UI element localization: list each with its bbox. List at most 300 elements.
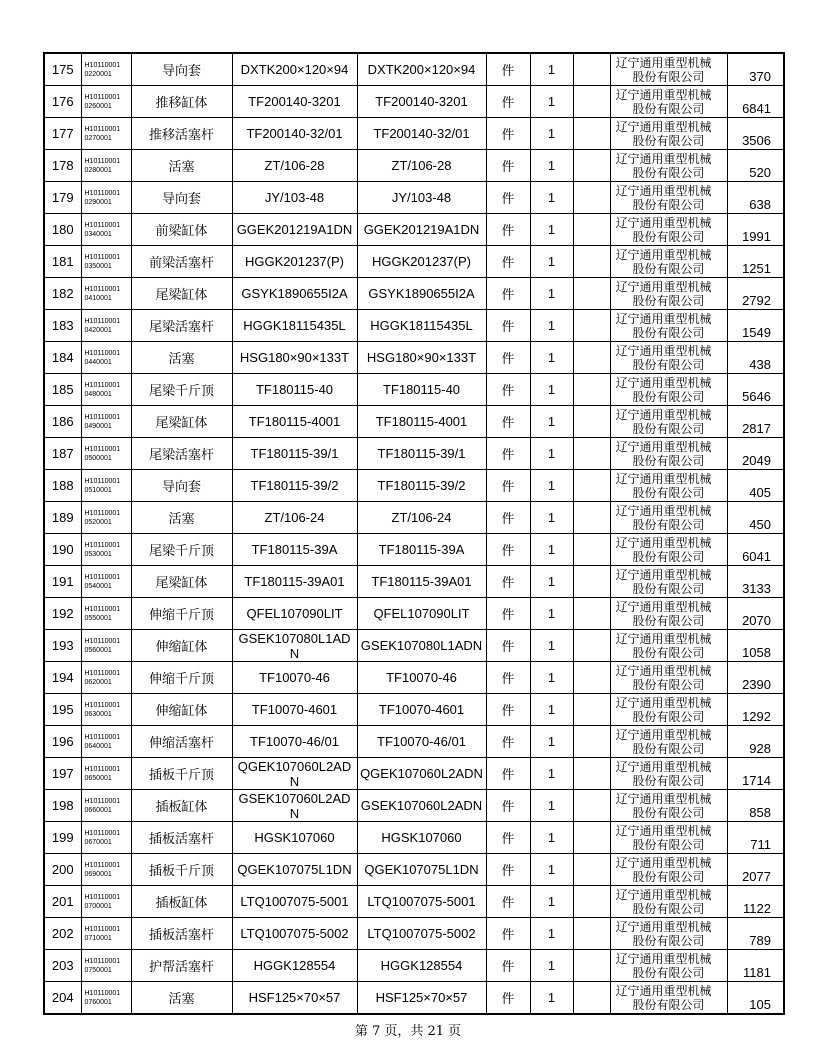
part-spec: LTQ1007075-5002: [357, 918, 486, 950]
row-number: 180: [44, 214, 81, 246]
unit: 件: [486, 502, 530, 534]
part-model: TF10070-46: [232, 662, 357, 694]
material-code: [81, 470, 131, 502]
unit: 件: [486, 886, 530, 918]
blank-cell: [573, 406, 610, 438]
part-spec: GSYK1890655I2A: [357, 278, 486, 310]
part-model: DXTK200×120×94: [232, 53, 357, 86]
part-spec: TF180115-40: [357, 374, 486, 406]
manufacturer-line1: 辽宁通用重型机械: [615, 439, 712, 454]
blank-cell: [573, 438, 610, 470]
unit-price: 928: [727, 726, 784, 758]
manufacturer-line2: 股份有限公司: [632, 389, 705, 404]
quantity: 1: [530, 438, 573, 470]
material-code-line2: 0620001: [84, 678, 112, 686]
manufacturer-line1: 辽宁通用重型机械: [615, 279, 712, 294]
part-spec: HGGK128554: [357, 950, 486, 982]
part-model: HSF125×70×57: [232, 982, 357, 1015]
table-row: [44, 470, 784, 502]
material-code-line2: 0520001: [84, 518, 112, 526]
part-model: GGEK201219A1DN: [232, 214, 357, 246]
table-row: [44, 150, 784, 182]
unit-price: 6041: [727, 534, 784, 566]
part-spec: QGEK107060L2ADN: [357, 758, 486, 790]
row-number: 196: [44, 726, 81, 758]
quantity: 1: [530, 790, 573, 822]
material-code-line1: H10110001: [84, 221, 121, 229]
unit: 件: [486, 118, 530, 150]
manufacturer-line1: 辽宁通用重型机械: [615, 247, 712, 262]
manufacturer: [610, 534, 727, 566]
part-name: 伸缩缸体: [131, 694, 232, 726]
manufacturer: [610, 854, 727, 886]
part-model: HGGK201237(P): [232, 246, 357, 278]
row-number: 200: [44, 854, 81, 886]
manufacturer: [610, 950, 727, 982]
manufacturer-line1: 辽宁通用重型机械: [615, 855, 712, 870]
manufacturer: [610, 822, 727, 854]
manufacturer: [610, 278, 727, 310]
unit-price: 3133: [727, 566, 784, 598]
part-spec: TF200140-32/01: [357, 118, 486, 150]
quantity: 1: [530, 502, 573, 534]
unit: 件: [486, 598, 530, 630]
row-number: 176: [44, 86, 81, 118]
quantity: 1: [530, 630, 573, 662]
part-name: 插板活塞杆: [131, 918, 232, 950]
material-code-line1: H10110001: [84, 157, 121, 165]
part-model: HSG180×90×133T: [232, 342, 357, 374]
manufacturer-line1: 辽宁通用重型机械: [615, 887, 712, 902]
material-code-line1: H10110001: [84, 509, 121, 517]
part-name: 插板千斤顶: [131, 854, 232, 886]
manufacturer: [610, 566, 727, 598]
material-code-line2: 0550001: [84, 614, 112, 622]
part-model: TF10070-46/01: [232, 726, 357, 758]
part-name: 活塞: [131, 982, 232, 1015]
material-code-line2: 0440001: [84, 358, 112, 366]
material-code-line1: H10110001: [84, 957, 121, 965]
row-number: 178: [44, 150, 81, 182]
unit-price: 1058: [727, 630, 784, 662]
material-code-line1: H10110001: [84, 701, 121, 709]
manufacturer: [610, 86, 727, 118]
unit-price: 405: [727, 470, 784, 502]
material-code: [81, 534, 131, 566]
quantity: 1: [530, 214, 573, 246]
unit: 件: [486, 182, 530, 214]
quantity: 1: [530, 310, 573, 342]
material-code: [81, 726, 131, 758]
table-row: [44, 726, 784, 758]
part-model: HGGK128554: [232, 950, 357, 982]
blank-cell: [573, 214, 610, 246]
manufacturer-line2: 股份有限公司: [632, 805, 705, 820]
manufacturer-line2: 股份有限公司: [632, 741, 705, 756]
table-row: [44, 598, 784, 630]
quantity: 1: [530, 406, 573, 438]
material-code-line1: H10110001: [84, 413, 121, 421]
unit: 件: [486, 662, 530, 694]
material-code-line2: 0670001: [84, 838, 112, 846]
part-spec: HSG180×90×133T: [357, 342, 486, 374]
part-name: 伸缩千斤顶: [131, 598, 232, 630]
quantity: 1: [530, 726, 573, 758]
manufacturer-line1: 辽宁通用重型机械: [615, 759, 712, 774]
part-spec: ZT/106-24: [357, 502, 486, 534]
unit-price: 2390: [727, 662, 784, 694]
part-spec: TF10070-4601: [357, 694, 486, 726]
unit: 件: [486, 726, 530, 758]
manufacturer-line2: 股份有限公司: [632, 549, 705, 564]
manufacturer-line2: 股份有限公司: [632, 197, 705, 212]
part-spec: QGEK107075L1DN: [357, 854, 486, 886]
unit: 件: [486, 53, 530, 86]
part-name: 插板活塞杆: [131, 822, 232, 854]
blank-cell: [573, 246, 610, 278]
quantity: 1: [530, 86, 573, 118]
table-row: [44, 214, 784, 246]
unit: 件: [486, 694, 530, 726]
unit-price: 1991: [727, 214, 784, 246]
manufacturer-line1: 辽宁通用重型机械: [615, 471, 712, 486]
manufacturer: [610, 726, 727, 758]
blank-cell: [573, 598, 610, 630]
row-number: 204: [44, 982, 81, 1015]
unit: 件: [486, 790, 530, 822]
material-code: [81, 502, 131, 534]
quantity: 1: [530, 118, 573, 150]
part-name: 尾梁千斤顶: [131, 534, 232, 566]
part-model: HGGK18115435L: [232, 310, 357, 342]
unit: 件: [486, 534, 530, 566]
manufacturer-line2: 股份有限公司: [632, 165, 705, 180]
material-code: [81, 694, 131, 726]
blank-cell: [573, 854, 610, 886]
row-number: 175: [44, 53, 81, 86]
quantity: 1: [530, 758, 573, 790]
blank-cell: [573, 982, 610, 1015]
part-name: 插板缸体: [131, 886, 232, 918]
manufacturer: [610, 886, 727, 918]
row-number: 197: [44, 758, 81, 790]
part-spec: TF180115-39/1: [357, 438, 486, 470]
manufacturer-line1: 辽宁通用重型机械: [615, 215, 712, 230]
row-number: 188: [44, 470, 81, 502]
manufacturer: [610, 662, 727, 694]
material-code: [81, 822, 131, 854]
table-row: [44, 630, 784, 662]
material-code-line2: 0710001: [84, 934, 112, 942]
row-number: 202: [44, 918, 81, 950]
quantity: 1: [530, 982, 573, 1015]
part-model: TF180115-40: [232, 374, 357, 406]
blank-cell: [573, 342, 610, 374]
material-code-line2: 0260001: [84, 102, 112, 110]
material-code-line2: 0650001: [84, 774, 112, 782]
table-row: [44, 982, 784, 1015]
blank-cell: [573, 470, 610, 502]
unit-price: 1251: [727, 246, 784, 278]
table-row: [44, 918, 784, 950]
material-code-line2: 0630001: [84, 710, 112, 718]
material-code-line1: H10110001: [84, 605, 121, 613]
manufacturer-line1: 辽宁通用重型机械: [615, 151, 712, 166]
part-model: LTQ1007075-5002: [232, 918, 357, 950]
part-model: QGEK107060L2ADN: [232, 758, 357, 790]
material-code: [81, 86, 131, 118]
part-name: 导向套: [131, 53, 232, 86]
manufacturer: [610, 694, 727, 726]
unit: 件: [486, 566, 530, 598]
table-row: [44, 566, 784, 598]
material-code: [81, 982, 131, 1015]
material-code-line1: H10110001: [84, 445, 121, 453]
material-code: [81, 438, 131, 470]
part-spec: LTQ1007075-5001: [357, 886, 486, 918]
material-code: [81, 918, 131, 950]
material-code-line1: H10110001: [84, 477, 121, 485]
manufacturer: [610, 438, 727, 470]
part-model: JY/103-48: [232, 182, 357, 214]
table-row: [44, 342, 784, 374]
part-spec: TF180115-39A: [357, 534, 486, 566]
manufacturer-line2: 股份有限公司: [632, 837, 705, 852]
part-name: 护帮活塞杆: [131, 950, 232, 982]
table-row: [44, 406, 784, 438]
material-code-line2: 0700001: [84, 902, 112, 910]
row-number: 203: [44, 950, 81, 982]
table-row: [44, 278, 784, 310]
blank-cell: [573, 150, 610, 182]
part-spec: HGSK107060: [357, 822, 486, 854]
manufacturer: [610, 182, 727, 214]
material-code-line1: H10110001: [84, 189, 121, 197]
material-code-line1: H10110001: [84, 541, 121, 549]
material-code-line1: H10110001: [84, 125, 121, 133]
row-number: 179: [44, 182, 81, 214]
material-code-line1: H10110001: [84, 285, 121, 293]
table-row: [44, 854, 784, 886]
material-code-line2: 0560001: [84, 646, 112, 654]
manufacturer-line2: 股份有限公司: [632, 229, 705, 244]
part-name: 伸缩千斤顶: [131, 662, 232, 694]
material-code-line2: 0750001: [84, 966, 112, 974]
material-code-line1: H10110001: [84, 573, 121, 581]
quantity: 1: [530, 694, 573, 726]
part-model: GSYK1890655I2A: [232, 278, 357, 310]
row-number: 183: [44, 310, 81, 342]
unit: 件: [486, 246, 530, 278]
material-code-line2: 0340001: [84, 230, 112, 238]
material-code-line1: H10110001: [84, 669, 121, 677]
manufacturer-line1: 辽宁通用重型机械: [615, 311, 712, 326]
table-row: [44, 374, 784, 406]
part-name: 前梁活塞杆: [131, 246, 232, 278]
unit-price: 789: [727, 918, 784, 950]
part-name: 推移活塞杆: [131, 118, 232, 150]
material-code: [81, 950, 131, 982]
part-name: 尾梁活塞杆: [131, 438, 232, 470]
material-code-line2: 0420001: [84, 326, 112, 334]
part-spec: GSEK107080L1ADN: [357, 630, 486, 662]
manufacturer: [610, 790, 727, 822]
unit-price: 711: [727, 822, 784, 854]
table-row: [44, 246, 784, 278]
material-code-line2: 0640001: [84, 742, 112, 750]
material-code-line1: H10110001: [84, 925, 121, 933]
row-number: 177: [44, 118, 81, 150]
manufacturer: [610, 246, 727, 278]
blank-cell: [573, 630, 610, 662]
blank-cell: [573, 182, 610, 214]
blank-cell: [573, 822, 610, 854]
unit: 件: [486, 150, 530, 182]
part-model: TF180115-39/2: [232, 470, 357, 502]
blank-cell: [573, 918, 610, 950]
unit-price: 1292: [727, 694, 784, 726]
material-code-line1: H10110001: [84, 861, 121, 869]
quantity: 1: [530, 53, 573, 86]
quantity: 1: [530, 598, 573, 630]
quantity: 1: [530, 918, 573, 950]
part-spec: HSF125×70×57: [357, 982, 486, 1015]
part-spec: TF10070-46/01: [357, 726, 486, 758]
table-row: [44, 182, 784, 214]
unit-price: 1714: [727, 758, 784, 790]
row-number: 192: [44, 598, 81, 630]
unit-price: 3506: [727, 118, 784, 150]
material-code-line1: H10110001: [84, 253, 121, 261]
material-code: [81, 886, 131, 918]
part-model: ZT/106-28: [232, 150, 357, 182]
manufacturer-line1: 辽宁通用重型机械: [615, 695, 712, 710]
row-number: 199: [44, 822, 81, 854]
unit: 件: [486, 438, 530, 470]
manufacturer-line1: 辽宁通用重型机械: [615, 55, 712, 70]
material-code-line1: H10110001: [84, 349, 121, 357]
blank-cell: [573, 950, 610, 982]
manufacturer-line1: 辽宁通用重型机械: [615, 599, 712, 614]
manufacturer-line2: 股份有限公司: [632, 517, 705, 532]
manufacturer-line2: 股份有限公司: [632, 613, 705, 628]
part-name: 插板缸体: [131, 790, 232, 822]
blank-cell: [573, 534, 610, 566]
manufacturer-line2: 股份有限公司: [632, 933, 705, 948]
material-code-line2: 0510001: [84, 486, 112, 494]
blank-cell: [573, 118, 610, 150]
unit: 件: [486, 470, 530, 502]
material-code: [81, 790, 131, 822]
part-model: TF200140-32/01: [232, 118, 357, 150]
parts-table: [43, 52, 785, 1015]
manufacturer-line2: 股份有限公司: [632, 261, 705, 276]
material-code: [81, 854, 131, 886]
manufacturer-line2: 股份有限公司: [632, 101, 705, 116]
manufacturer-line1: 辽宁通用重型机械: [615, 983, 712, 998]
part-name: 伸缩缸体: [131, 630, 232, 662]
quantity: 1: [530, 950, 573, 982]
part-spec: TF180115-39A01: [357, 566, 486, 598]
material-code-line1: H10110001: [84, 893, 121, 901]
part-model: TF180115-39A: [232, 534, 357, 566]
material-code: [81, 246, 131, 278]
manufacturer-line1: 辽宁通用重型机械: [615, 183, 712, 198]
quantity: 1: [530, 342, 573, 374]
unit-price: 105: [727, 982, 784, 1015]
part-name: 推移缸体: [131, 86, 232, 118]
part-model: ZT/106-24: [232, 502, 357, 534]
blank-cell: [573, 694, 610, 726]
table-body: [44, 53, 784, 1014]
manufacturer-line2: 股份有限公司: [632, 677, 705, 692]
page-footer: [0, 1020, 816, 1039]
row-number: 198: [44, 790, 81, 822]
material-code: [81, 310, 131, 342]
part-name: 尾梁活塞杆: [131, 310, 232, 342]
part-spec: TF10070-46: [357, 662, 486, 694]
blank-cell: [573, 886, 610, 918]
blank-cell: [573, 278, 610, 310]
manufacturer: [610, 502, 727, 534]
part-spec: JY/103-48: [357, 182, 486, 214]
manufacturer: [610, 214, 727, 246]
material-code-line2: 0270001: [84, 134, 112, 142]
manufacturer-line2: 股份有限公司: [632, 773, 705, 788]
part-model: TF180115-4001: [232, 406, 357, 438]
table-row: [44, 438, 784, 470]
material-code: [81, 758, 131, 790]
part-spec: HGGK18115435L: [357, 310, 486, 342]
row-number: 195: [44, 694, 81, 726]
manufacturer-line1: 辽宁通用重型机械: [615, 407, 712, 422]
quantity: 1: [530, 854, 573, 886]
quantity: 1: [530, 182, 573, 214]
table-row: [44, 950, 784, 982]
table-row: [44, 118, 784, 150]
manufacturer-line2: 股份有限公司: [632, 709, 705, 724]
part-name: 导向套: [131, 182, 232, 214]
unit-price: 370: [727, 53, 784, 86]
manufacturer-line2: 股份有限公司: [632, 581, 705, 596]
material-code-line2: 0350001: [84, 262, 112, 270]
table-row: [44, 502, 784, 534]
row-number: 194: [44, 662, 81, 694]
table-row: [44, 886, 784, 918]
part-name: 尾梁缸体: [131, 406, 232, 438]
part-name: 尾梁缸体: [131, 566, 232, 598]
part-spec: TF180115-39/2: [357, 470, 486, 502]
part-name: 导向套: [131, 470, 232, 502]
material-code-line1: H10110001: [84, 829, 121, 837]
part-spec: HGGK201237(P): [357, 246, 486, 278]
unit-price: 5646: [727, 374, 784, 406]
manufacturer-line2: 股份有限公司: [632, 901, 705, 916]
manufacturer-line2: 股份有限公司: [632, 869, 705, 884]
part-spec: GGEK201219A1DN: [357, 214, 486, 246]
row-number: 181: [44, 246, 81, 278]
manufacturer-line1: 辽宁通用重型机械: [615, 535, 712, 550]
part-spec: DXTK200×120×94: [357, 53, 486, 86]
blank-cell: [573, 566, 610, 598]
material-code-line1: H10110001: [84, 733, 121, 741]
unit: 件: [486, 86, 530, 118]
material-code: [81, 566, 131, 598]
table-row: [44, 662, 784, 694]
manufacturer-line1: 辽宁通用重型机械: [615, 567, 712, 582]
quantity: 1: [530, 470, 573, 502]
part-model: LTQ1007075-5001: [232, 886, 357, 918]
